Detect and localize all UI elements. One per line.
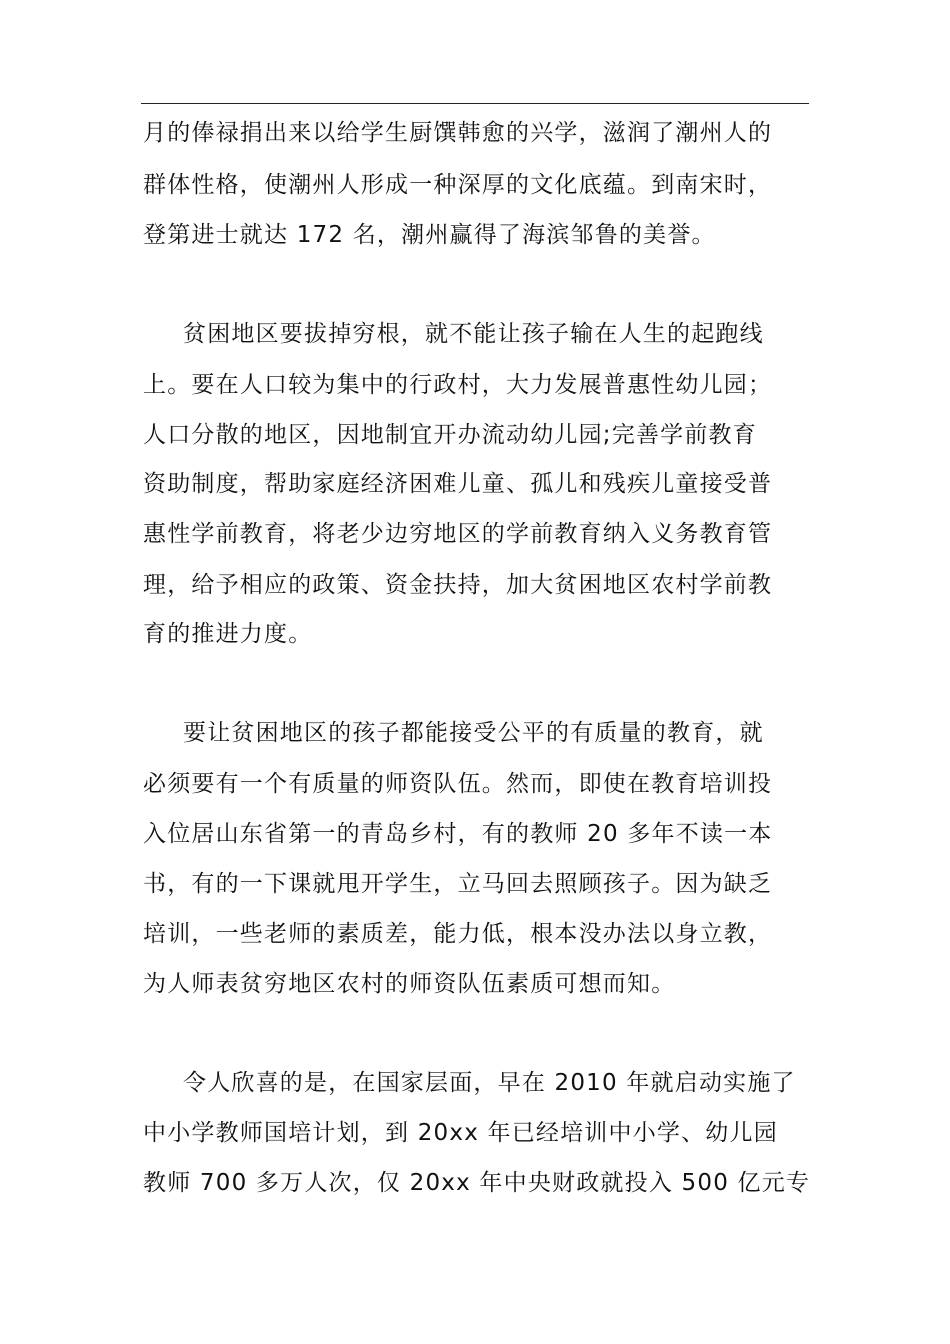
paragraph-2-line-2: 上。要在人口较为集中的行政村，大力发展普惠性幼儿园； — [143, 372, 773, 398]
paragraph-3-line-2: 必须要有一个有质量的师资队伍。然而，即使在教育培训投 — [143, 771, 773, 797]
paragraph-4-line-3: 教师 700 多万人次，仅 20xx 年中央财政就投入 500 亿元专 — [143, 1170, 811, 1196]
paragraph-3-line-3: 入位居山东省第一的青岛乡村，有的教师 20 多年不读一本 — [143, 821, 773, 847]
paragraph-3-line-4: 书，有的一下课就甩开学生，立马回去照顾孩子。因为缺乏 — [143, 871, 773, 897]
paragraph-2-line-3: 人口分散的地区，因地制宜开办流动幼儿园;完善学前教育 — [143, 422, 757, 448]
paragraph-2-line-5: 惠性学前教育，将老少边穷地区的学前教育纳入义务教育管 — [143, 521, 773, 547]
paragraph-3-line-6: 为人师表贫穷地区农村的师资队伍素质可想而知。 — [143, 971, 676, 997]
paragraph-4-line-2: 中小学教师国培计划，到 20xx 年已经培训中小学、幼儿园 — [143, 1120, 778, 1146]
paragraph-1-line-3: 登第进士就达 172 名，潮州赢得了海滨邹鲁的美誉。 — [143, 222, 716, 248]
paragraph-1-line-1: 月的俸禄捐出来以给学生厨馔韩愈的兴学，滋润了潮州人的 — [143, 120, 773, 146]
paragraph-4-line-1: 令人欣喜的是，在国家层面，早在 2010 年就启动实施了 — [183, 1070, 796, 1096]
header-rule — [141, 103, 809, 104]
paragraph-3-line-5: 培训，一些老师的素质差，能力低，根本没办法以身立教， — [143, 921, 773, 947]
paragraph-2-line-1: 贫困地区要拔掉穷根，就不能让孩子输在人生的起跑线 — [183, 321, 764, 347]
paragraph-2-line-4: 资助制度，帮助家庭经济困难儿童、孤儿和残疾儿童接受普 — [143, 471, 773, 497]
paragraph-2-line-6: 理，给予相应的政策、资金扶持，加大贫困地区农村学前教 — [143, 572, 773, 598]
paragraph-2-line-7: 育的推进力度。 — [143, 621, 313, 647]
paragraph-3-line-1: 要让贫困地区的孩子都能接受公平的有质量的教育，就 — [183, 720, 764, 746]
paragraph-1-line-2: 群体性格，使潮州人形成一种深厚的文化底蕴。到南宋时， — [143, 172, 773, 198]
